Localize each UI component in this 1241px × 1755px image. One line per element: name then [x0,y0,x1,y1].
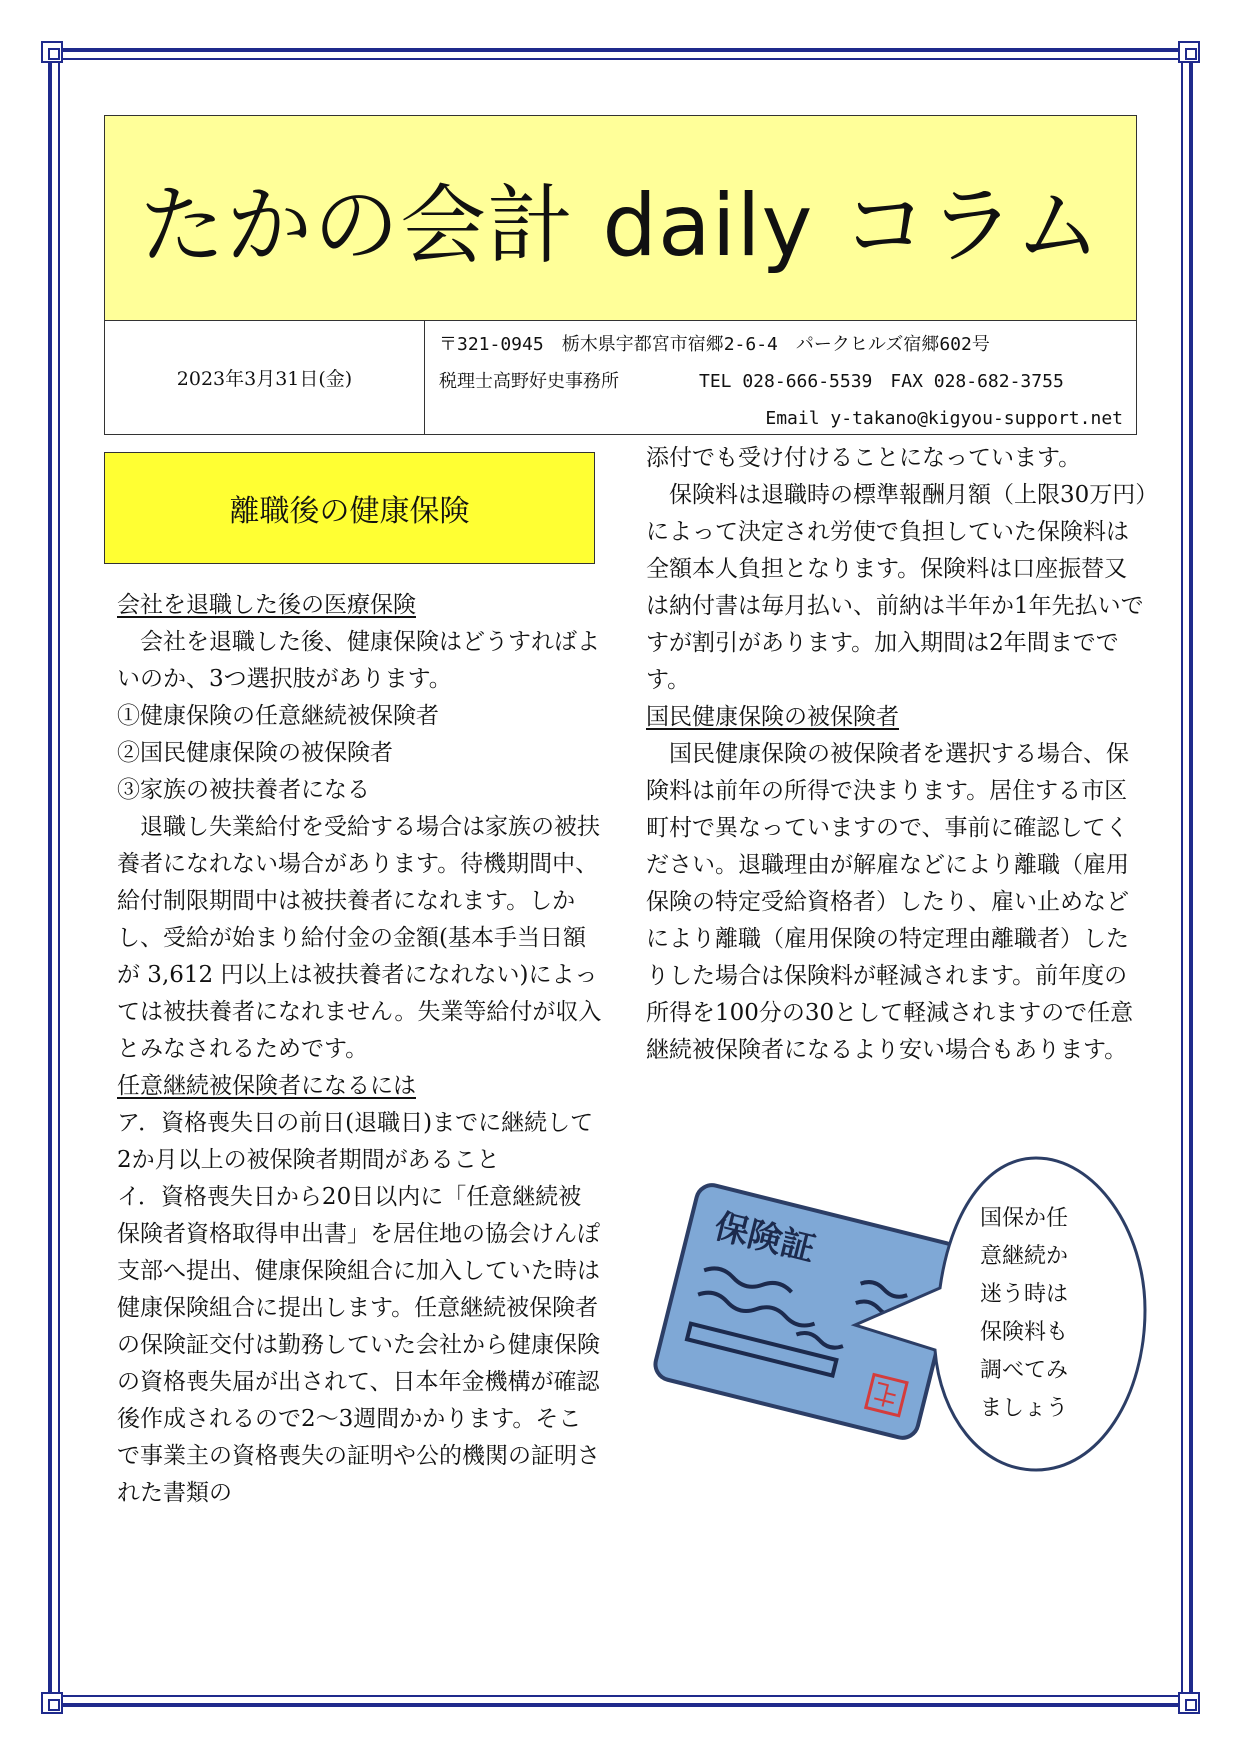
office-name: 税理士高野好史事務所 [439,371,619,392]
email-line: Email y-takano@kigyou-support.net [765,408,1123,429]
tel-fax: TEL 028-666-5539 FAX 028-682-3755 [699,371,1064,392]
article-column-left [117,587,603,1512]
section-heading: 国民健康保険の被保険者 [646,704,899,730]
newsletter-title: たかの会計 daily コラム [139,176,1102,276]
contact-info [439,326,1129,437]
office-line [439,363,1129,400]
bubble-line: 意継続か [980,1244,1069,1269]
section-heading: 会社を退職した後の医療保険 [117,592,416,618]
bubble-line: 迷う時は [980,1282,1069,1307]
list-item: ①健康保険の任意継続被保険者 [117,703,439,729]
border-corner-ornament [41,41,63,63]
title-banner [105,116,1136,321]
paragraph: ア．資格喪失日の前日(退職日)までに継続して2か月以上の被保険者期間があること [117,1110,594,1173]
issue-date: 2023年3月31日(金) [105,320,425,434]
list-item: ②国民健康保険の被保険者 [117,740,393,766]
bubble-line: 国保か任 [980,1206,1069,1231]
section-heading: 任意継続被保険者になるには [117,1073,416,1099]
article-subject-box [104,452,595,564]
bubble-line: 調べてみ [980,1358,1069,1383]
list-item: ③家族の被扶養者になる [117,777,370,803]
newsletter-header [104,115,1137,435]
paragraph: 保険料は退職時の標準報酬月額（上限30万円）によって決定され労使で負担していた保険料は全額本人負担となります。保険料は口座振替又は納付書は毎月払い、前納は半年か1年先払いですが割引があります。加入期間は2年間までです。 [646,482,1147,693]
border-corner-ornament [41,1692,63,1714]
article-column-right [646,440,1148,1069]
paragraph: 会社を退職した後、健康保険はどうすればよいのか、3つ選択肢があります。 [117,629,600,692]
bubble-line: ましょう [980,1396,1069,1421]
border-corner-ornament [1178,41,1200,63]
paragraph: 国民健康保険の被保険者を選択する場合、保険料は前年の所得で決まります。居住する市区町村で異なっていますので、事前に確認してください。退職理由が解雇などにより離職（雇用保険の特定受給資格者）したり、雇い止めなどにより離職（雇用保険の特定理由離職者）したりした場合は保険料が軽減されます。前年度の所得を100分の30として軽減されますので任意継続被保険者になるより安い場合もあります。 [646,741,1134,1063]
article-subject: 離職後の健康保険 [229,494,470,529]
paragraph: 添付でも受け付けることになっています。 [646,445,1082,471]
address-line: 〒321-0945 栃木県宇都宮市宿郷2-6-4 パークヒルズ宿郷602号 [439,334,990,355]
paragraph: 退職し失業給付を受給する場合は家族の被扶養者になれない場合があります。待機期間中、給付制限期間中は被扶養者になれます。しかし、受給が始まり給付金の金額(基本手当日額が 3,612 円以上は被扶養者になれない)によっては被扶養者になれません。失業等給付が収入とみなされるためです。 [117,814,602,1062]
paragraph: イ．資格喪失日から20日以内に「任意継続被保険者資格取得申出書」を居住地の協会けんぽ支部へ提出、健康保険組合に加入していた時は健康保険組合に提出します。任意継続被保険者の保険証交付は勤務していた会社から健康保険の資格喪失届が出されて、日本年金機構が確認後作成されるので2〜3週間かかります。そこで事業主の資格喪失の証明や公的機関の証明された書類の [117,1184,600,1506]
bubble-line: 保険料も [980,1320,1069,1345]
insurance-card-illustration [650,1130,1150,1480]
card-label: 保険証 [710,1206,820,1270]
border-corner-ornament [1178,1692,1200,1714]
